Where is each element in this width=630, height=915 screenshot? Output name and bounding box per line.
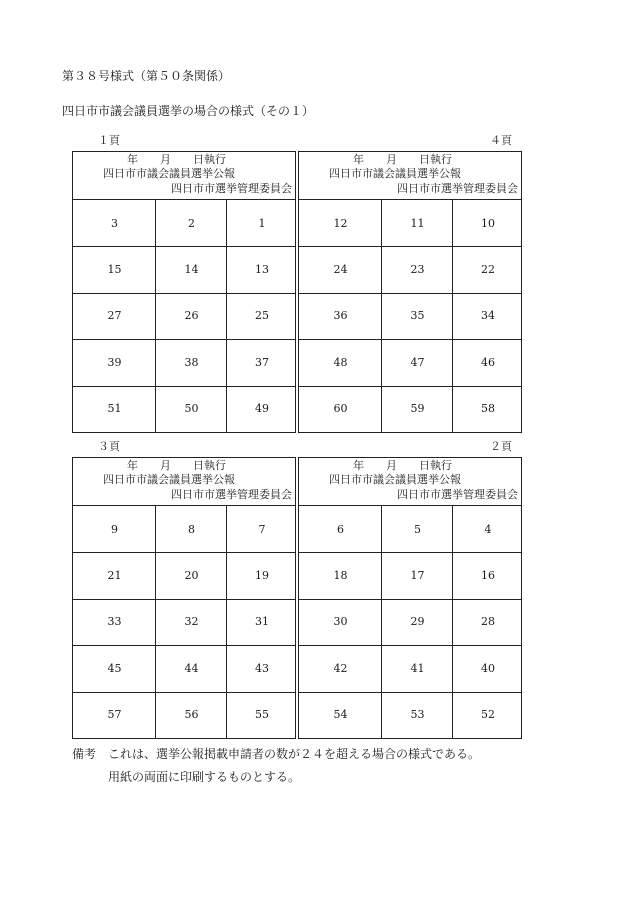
grid-cell-number: 8 bbox=[188, 522, 195, 536]
issuer-line: 四日市市選挙管理委員会 bbox=[171, 182, 292, 195]
notes-line-1: これは、選挙公報掲載申請者の数が２４を超える場合の様式である。 bbox=[108, 747, 481, 761]
grid-cell-number: 25 bbox=[255, 309, 269, 323]
grid-cell-number: 23 bbox=[410, 263, 425, 277]
panel-header bbox=[73, 458, 295, 506]
page-panel-3 bbox=[72, 457, 296, 739]
grid-cell-number: 2 bbox=[188, 216, 195, 230]
grid-cell-number: 38 bbox=[184, 355, 199, 369]
grid-cell-number: 33 bbox=[107, 615, 122, 629]
grid-cell-number: 12 bbox=[333, 216, 348, 230]
grid-cell-number: 7 bbox=[258, 522, 266, 536]
grid-cell-number: 24 bbox=[333, 263, 348, 277]
number-grid bbox=[299, 506, 521, 738]
date-line: 年 月 日執行 bbox=[353, 153, 452, 166]
grid-cell-number: 53 bbox=[410, 708, 425, 722]
grid-cell-number: 51 bbox=[107, 402, 122, 416]
grid-cell-number: 11 bbox=[410, 216, 425, 230]
grid-cell-number: 57 bbox=[107, 708, 122, 722]
grid-cell-number: 18 bbox=[333, 569, 348, 583]
issuer-line: 四日市市選挙管理委員会 bbox=[397, 182, 518, 195]
notes-label: 備考 bbox=[72, 747, 97, 761]
grid-cell-number: 15 bbox=[107, 263, 122, 277]
page-label-3: ３頁 bbox=[98, 440, 120, 453]
panel-header bbox=[73, 152, 295, 200]
page-panel-2 bbox=[298, 457, 522, 739]
grid-cell-number: 14 bbox=[184, 263, 199, 277]
bulletin-title: 四日市市議会議員選挙公報 bbox=[329, 473, 461, 486]
grid-cell-number: 42 bbox=[333, 661, 348, 675]
grid-cell-number: 52 bbox=[481, 708, 495, 722]
date-line: 年 月 日執行 bbox=[127, 459, 226, 472]
form-subheading: 四日市市議会議員選挙の場合の様式（その１） bbox=[62, 104, 315, 118]
panel-header bbox=[299, 458, 521, 506]
grid-cell-number: 6 bbox=[337, 522, 344, 536]
bulletin-title: 四日市市議会議員選挙公報 bbox=[103, 473, 235, 486]
grid-cell-number: 37 bbox=[255, 355, 269, 369]
grid-cell-number: 46 bbox=[481, 355, 495, 369]
grid-cell-number: 31 bbox=[255, 615, 269, 629]
bulletin-title: 四日市市議会議員選挙公報 bbox=[329, 167, 461, 180]
bottom-spread bbox=[72, 440, 524, 739]
grid-cell-number: 30 bbox=[333, 615, 348, 629]
grid-cell-number: 58 bbox=[481, 402, 495, 416]
grid-cell-number: 50 bbox=[184, 402, 199, 416]
issuer-line: 四日市市選挙管理委員会 bbox=[397, 488, 518, 501]
grid-cell-number: 16 bbox=[481, 569, 495, 583]
grid-cell-number: 44 bbox=[184, 661, 199, 675]
grid-cell-number: 10 bbox=[481, 216, 495, 230]
page-label-1: １頁 bbox=[98, 134, 120, 147]
issuer-line: 四日市市選挙管理委員会 bbox=[171, 488, 292, 501]
grid-cell-number: 54 bbox=[333, 708, 348, 722]
grid-cell-number: 43 bbox=[255, 661, 269, 675]
number-grid bbox=[73, 506, 295, 738]
page-label-2: ２頁 bbox=[490, 440, 512, 453]
grid-cell-number: 21 bbox=[107, 569, 122, 583]
grid-cell-number: 27 bbox=[107, 309, 122, 323]
grid-cell-number: 3 bbox=[111, 216, 118, 230]
grid-cell-number: 41 bbox=[410, 661, 425, 675]
grid-cell-number: 9 bbox=[111, 522, 118, 536]
date-line: 年 月 日執行 bbox=[127, 153, 226, 166]
grid-cell-number: 39 bbox=[107, 355, 122, 369]
grid-cell-number: 48 bbox=[333, 355, 348, 369]
notes-line-2: 用紙の両面に印刷するものとする。 bbox=[108, 770, 301, 784]
grid-cell-number: 36 bbox=[333, 309, 348, 323]
panel-header bbox=[299, 152, 521, 200]
grid-cell-number: 5 bbox=[414, 522, 421, 536]
number-grid bbox=[299, 200, 521, 432]
grid-cell-number: 35 bbox=[410, 309, 425, 323]
page-label-4: ４頁 bbox=[490, 134, 512, 147]
grid-cell-number: 26 bbox=[184, 309, 199, 323]
grid-cell-number: 28 bbox=[481, 615, 495, 629]
grid-cell-number: 1 bbox=[258, 216, 266, 230]
top-spread bbox=[72, 134, 524, 433]
form-number-heading: 第３８号様式（第５０条関係） bbox=[62, 69, 231, 83]
grid-cell-number: 56 bbox=[184, 708, 199, 722]
date-line: 年 月 日執行 bbox=[353, 459, 452, 472]
grid-cell-number: 59 bbox=[410, 402, 425, 416]
bulletin-title: 四日市市議会議員選挙公報 bbox=[103, 167, 235, 180]
grid-cell-number: 29 bbox=[410, 615, 425, 629]
grid-cell-number: 22 bbox=[481, 263, 495, 277]
grid-cell-number: 13 bbox=[255, 263, 269, 277]
page-panel-1 bbox=[72, 151, 296, 433]
grid-cell-number: 32 bbox=[184, 615, 199, 629]
grid-cell-number: 60 bbox=[333, 402, 348, 416]
grid-cell-number: 34 bbox=[481, 309, 495, 323]
grid-cell-number: 19 bbox=[255, 569, 269, 583]
grid-cell-number: 49 bbox=[255, 402, 269, 416]
grid-cell-number: 4 bbox=[484, 522, 492, 536]
grid-cell-number: 17 bbox=[410, 569, 425, 583]
grid-cell-number: 45 bbox=[107, 661, 122, 675]
number-grid bbox=[73, 200, 295, 432]
grid-cell-number: 55 bbox=[255, 708, 269, 722]
grid-cell-number: 40 bbox=[481, 661, 495, 675]
grid-cell-number: 20 bbox=[184, 569, 199, 583]
page-panel-4 bbox=[298, 151, 522, 433]
grid-cell-number: 47 bbox=[410, 355, 425, 369]
